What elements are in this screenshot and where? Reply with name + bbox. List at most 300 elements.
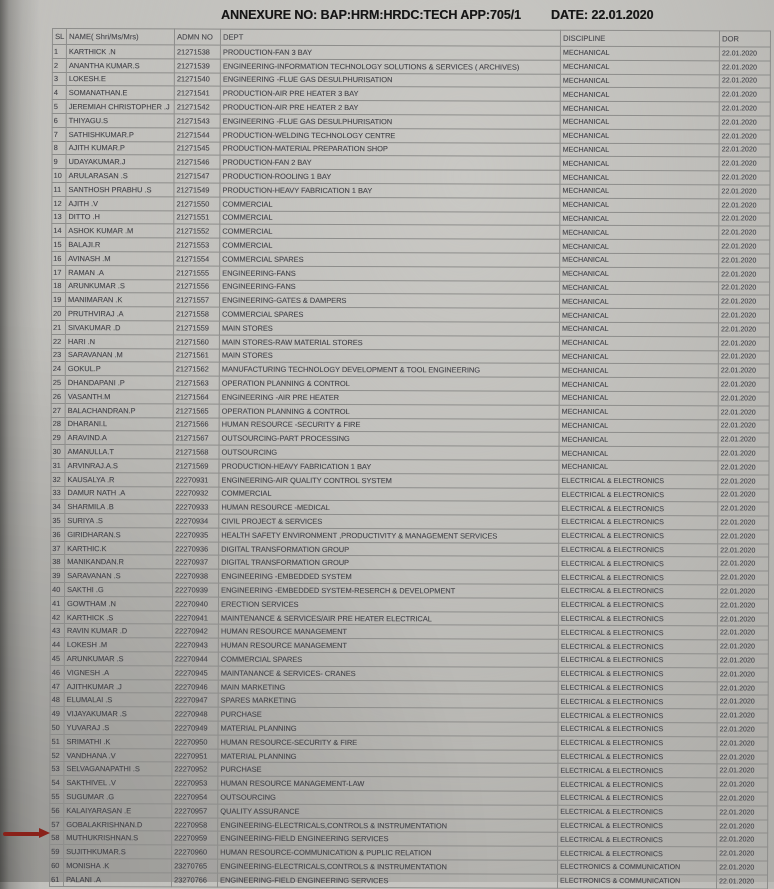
cell-sl: 52 bbox=[50, 748, 64, 762]
cell-sl: 28 bbox=[51, 417, 65, 431]
cell-name: MONISHA .K bbox=[64, 859, 172, 873]
cell-dept: ENGINEERING-FANS bbox=[220, 266, 560, 281]
cell-discipline: MECHANICAL bbox=[560, 239, 719, 253]
cell-discipline: MECHANICAL bbox=[560, 143, 719, 157]
cell-discipline: MECHANICAL bbox=[560, 101, 719, 115]
cell-dor: 22.01.2020 bbox=[717, 737, 768, 751]
cell-discipline: ELECTRICAL & ELECTRONICS bbox=[558, 626, 717, 640]
cell-admn-no: 22270942 bbox=[172, 624, 218, 638]
cell-dor: 22.01.2020 bbox=[717, 681, 768, 695]
cell-admn-no: 22270939 bbox=[173, 583, 219, 597]
cell-dor: 22.01.2020 bbox=[718, 461, 769, 475]
cell-dept: MAINTENANCE & SERVICES/AIR PRE HEATER ELECTRICAL bbox=[218, 611, 558, 626]
cell-name: SUJITHKUMAR.S bbox=[64, 845, 172, 859]
cell-discipline: ELECTRICAL & ELECTRONICS bbox=[558, 846, 717, 860]
cell-name: DHARANI.L bbox=[65, 417, 173, 431]
cell-name: DHANDAPANI .P bbox=[65, 376, 173, 390]
cell-dor: 22.01.2020 bbox=[717, 599, 768, 613]
cell-dor: 22.01.2020 bbox=[718, 406, 769, 420]
cell-admn-no: 22270938 bbox=[173, 569, 219, 583]
cell-discipline: MECHANICAL bbox=[559, 419, 718, 433]
cell-discipline: ELECTRICAL & ELECTRONICS bbox=[558, 612, 717, 626]
cell-discipline: ELECTRICAL & ELECTRONICS bbox=[558, 722, 717, 736]
cell-dept: QUALITY ASSURANCE bbox=[218, 804, 558, 819]
cell-dor: 22.01.2020 bbox=[717, 764, 768, 778]
employee-table-wrapper bbox=[49, 28, 771, 889]
cell-dor: 22.01.2020 bbox=[717, 792, 768, 806]
cell-dor: 22.01.2020 bbox=[718, 488, 769, 502]
cell-admn-no: 22270944 bbox=[172, 652, 218, 666]
cell-name: HARI .N bbox=[65, 334, 173, 348]
cell-admn-no: 22270952 bbox=[172, 762, 218, 776]
cell-dept: ERECTION SERVICES bbox=[218, 597, 558, 612]
cell-sl: 44 bbox=[50, 638, 64, 652]
cell-admn-no: 22270951 bbox=[172, 749, 218, 763]
cell-admn-no: 22270934 bbox=[173, 514, 219, 528]
cell-dept: ENGINEERING-ELECTRICALS,CONTROLS & INSTRUMENTATION bbox=[218, 818, 558, 833]
cell-admn-no: 22270935 bbox=[173, 528, 219, 542]
cell-admn-no: 21271540 bbox=[174, 73, 220, 87]
cell-sl: 58 bbox=[50, 831, 64, 845]
cell-discipline: ELECTRICAL & ELECTRONICS bbox=[559, 529, 718, 543]
cell-dept: MATERIAL PLANNING bbox=[218, 721, 558, 736]
cell-dor: 22.01.2020 bbox=[718, 530, 769, 544]
cell-name: UDAYAKUMAR.J bbox=[66, 155, 174, 169]
cell-sl: 49 bbox=[50, 707, 64, 721]
cell-name: SOMANATHAN.E bbox=[66, 86, 174, 100]
cell-dor: 22.01.2020 bbox=[718, 585, 769, 599]
cell-admn-no: 23270765 bbox=[172, 859, 218, 873]
cell-name: BALAJI.R bbox=[66, 238, 174, 252]
cell-discipline: ELECTRICAL & ELECTRONICS bbox=[559, 474, 718, 488]
cell-dept: COMMERCIAL bbox=[220, 238, 560, 253]
cell-dept: PRODUCTION-HEAVY FABRICATION 1 BAY bbox=[220, 183, 560, 198]
cell-name: AJITH .V bbox=[66, 196, 174, 210]
cell-dor: 22.01.2020 bbox=[719, 74, 770, 88]
cell-discipline: MECHANICAL bbox=[560, 212, 719, 226]
cell-admn-no: 21271556 bbox=[174, 279, 220, 293]
cell-admn-no: 22270959 bbox=[172, 831, 218, 845]
cell-name: PALANI .A bbox=[64, 872, 172, 886]
cell-dept: PURCHASE bbox=[218, 763, 558, 778]
cell-name: ARVINRAJ.A.S bbox=[65, 458, 173, 472]
cell-discipline: MECHANICAL bbox=[559, 391, 718, 405]
cell-dor: 22.01.2020 bbox=[718, 323, 769, 337]
cell-sl: 10 bbox=[52, 169, 66, 183]
cell-discipline: MECHANICAL bbox=[559, 364, 718, 378]
cell-admn-no: 22270932 bbox=[173, 486, 219, 500]
col-header-discipline: DISCIPLINE bbox=[560, 30, 719, 47]
cell-dept: HUMAN RESOURCE -MEDICAL bbox=[219, 500, 559, 515]
cell-name: SIVAKUMAR .D bbox=[65, 320, 173, 334]
cell-name: KARTHICK .N bbox=[66, 45, 174, 59]
cell-dept: OUTSOURCING-PART PROCESSING bbox=[219, 431, 559, 446]
cell-admn-no: 22270933 bbox=[173, 500, 219, 514]
cell-admn-no: 22270957 bbox=[172, 804, 218, 818]
cell-sl: 48 bbox=[50, 693, 64, 707]
cell-sl: 27 bbox=[51, 403, 65, 417]
cell-name: GOKUL.P bbox=[65, 362, 173, 376]
cell-dor: 22.01.2020 bbox=[717, 806, 768, 820]
cell-name: RAMAN .A bbox=[66, 265, 174, 279]
cell-dept: ENGINEERING-GATES & DAMPERS bbox=[220, 293, 560, 308]
cell-dor: 22.01.2020 bbox=[718, 350, 769, 364]
cell-admn-no: 22270948 bbox=[172, 707, 218, 721]
cell-discipline: MECHANICAL bbox=[560, 46, 719, 60]
cell-name: DITTO .H bbox=[66, 210, 174, 224]
cell-admn-no: 22270953 bbox=[172, 776, 218, 790]
cell-dor: 22.01.2020 bbox=[718, 364, 769, 378]
cell-discipline: ELECTRICAL & ELECTRONICS bbox=[558, 750, 717, 764]
cell-admn-no: 22270943 bbox=[172, 638, 218, 652]
cell-dept: MAINTANANCE & SERVICES- CRANES bbox=[218, 666, 558, 681]
cell-discipline: MECHANICAL bbox=[559, 350, 718, 364]
red-arrow-annotation bbox=[3, 828, 50, 839]
cell-admn-no: 22270949 bbox=[172, 721, 218, 735]
cell-discipline: ELECTRICAL & ELECTRONICS bbox=[559, 515, 718, 529]
cell-dept: DIGITAL TRANSFORMATION GROUP bbox=[219, 542, 559, 557]
cell-dept: COMMERCIAL bbox=[220, 224, 560, 239]
cell-discipline: ELECTRICAL & ELECTRONICS bbox=[558, 819, 717, 833]
cell-discipline: MECHANICAL bbox=[559, 446, 718, 460]
cell-dor: 22.01.2020 bbox=[717, 626, 768, 640]
cell-name: ARUNKUMAR .S bbox=[64, 652, 172, 666]
cell-discipline: ELECTRICAL & ELECTRONICS bbox=[559, 488, 718, 502]
cell-dept: ENGINEERING -FLUE GAS DESULPHURISATION bbox=[220, 73, 560, 88]
cell-discipline: MECHANICAL bbox=[560, 74, 719, 88]
cell-name: LOKESH.E bbox=[66, 72, 174, 86]
cell-discipline: MECHANICAL bbox=[559, 405, 718, 419]
cell-admn-no: 21271551 bbox=[174, 210, 220, 224]
cell-dor: 22.01.2020 bbox=[719, 281, 770, 295]
cell-admn-no: 22270946 bbox=[172, 680, 218, 694]
cell-dept: OUTSOURCING bbox=[219, 445, 559, 460]
cell-sl: 43 bbox=[50, 624, 64, 638]
cell-admn-no: 21271542 bbox=[174, 100, 220, 114]
cell-name: SARAVANAN .M bbox=[65, 348, 173, 362]
cell-discipline: ELECTRICAL & ELECTRONICS bbox=[558, 653, 717, 667]
cell-name: SATHISHKUMAR.P bbox=[66, 127, 174, 141]
cell-discipline: ELECTRICAL & ELECTRONICS bbox=[558, 791, 717, 805]
cell-dor: 22.01.2020 bbox=[717, 709, 768, 723]
cell-admn-no: 22270958 bbox=[172, 818, 218, 832]
cell-dor: 22.01.2020 bbox=[717, 668, 768, 682]
cell-sl: 50 bbox=[50, 721, 64, 735]
cell-dept: ENGINEERING-FIELD ENGINEERING SERVICES bbox=[218, 832, 558, 847]
cell-sl: 31 bbox=[51, 458, 65, 472]
cell-discipline: ELECTRICAL & ELECTRONICS bbox=[559, 543, 718, 557]
cell-dor: 22.01.2020 bbox=[718, 309, 769, 323]
cell-sl: 13 bbox=[52, 210, 66, 224]
cell-sl: 7 bbox=[52, 127, 66, 141]
red-arrow-head bbox=[39, 828, 50, 838]
cell-name: DAMUR NATH .A bbox=[65, 486, 173, 500]
cell-admn-no: 21271559 bbox=[173, 321, 219, 335]
cell-name: GOBALAKRISHNAN.D bbox=[64, 817, 172, 831]
cell-name: AVINASH .M bbox=[66, 252, 174, 266]
cell-dor: 22.01.2020 bbox=[718, 378, 769, 392]
cell-admn-no: 21271557 bbox=[174, 293, 220, 307]
cell-sl: 36 bbox=[51, 527, 65, 541]
cell-discipline: MECHANICAL bbox=[560, 198, 719, 212]
cell-name: SRIMATHI .K bbox=[64, 734, 172, 748]
cell-dor: 22.01.2020 bbox=[718, 419, 769, 433]
col-header-admn-no: ADMN NO bbox=[174, 29, 220, 45]
cell-dor: 22.01.2020 bbox=[718, 447, 769, 461]
cell-dept: HUMAN RESOURCE MANAGEMENT bbox=[218, 638, 558, 653]
cell-discipline: MECHANICAL bbox=[560, 281, 719, 295]
cell-sl: 16 bbox=[52, 251, 66, 265]
cell-sl: 34 bbox=[51, 500, 65, 514]
cell-discipline: MECHANICAL bbox=[560, 129, 719, 143]
cell-discipline: ELECTRICAL & ELECTRONICS bbox=[559, 502, 718, 516]
cell-name: SAKTHIVEL .V bbox=[64, 776, 172, 790]
cell-admn-no: 21271568 bbox=[173, 445, 219, 459]
cell-sl: 38 bbox=[51, 555, 65, 569]
cell-dor: 22.01.2020 bbox=[719, 199, 770, 213]
cell-dor: 22.01.2020 bbox=[719, 130, 770, 144]
cell-sl: 18 bbox=[52, 279, 66, 293]
cell-sl: 15 bbox=[52, 238, 66, 252]
cell-discipline: MECHANICAL bbox=[560, 253, 719, 267]
cell-admn-no: 21271555 bbox=[174, 266, 220, 280]
cell-dept: ENGINEERING-FIELD ENGINEERING SERVICES bbox=[218, 873, 558, 888]
cell-dor: 22.01.2020 bbox=[717, 695, 768, 709]
cell-admn-no: 23270766 bbox=[172, 873, 218, 887]
cell-discipline: ELECTRICAL & ELECTRONICS bbox=[558, 681, 717, 695]
cell-dor: 22.01.2020 bbox=[719, 116, 770, 130]
cell-dor: 22.01.2020 bbox=[717, 654, 768, 668]
cell-name: KARTHIC.K bbox=[65, 541, 173, 555]
cell-sl: 11 bbox=[52, 182, 66, 196]
cell-discipline: MECHANICAL bbox=[559, 460, 718, 474]
cell-dept: COMMERCIAL SPARES bbox=[218, 652, 558, 667]
cell-dept: ENGINEERING -AIR PRE HEATER bbox=[219, 390, 559, 405]
cell-dept: OPERATION PLANNING & CONTROL bbox=[219, 404, 559, 419]
cell-sl: 47 bbox=[50, 679, 64, 693]
cell-sl: 9 bbox=[52, 155, 66, 169]
cell-admn-no: 21271564 bbox=[173, 390, 219, 404]
cell-sl: 22 bbox=[51, 334, 65, 348]
cell-name: RAVIN KUMAR .D bbox=[64, 624, 172, 638]
cell-name: PRUTHVIRAJ .A bbox=[65, 307, 173, 321]
table-body bbox=[50, 45, 771, 889]
cell-dor: 22.01.2020 bbox=[718, 433, 769, 447]
cell-name: VIJAYAKUMAR .S bbox=[64, 707, 172, 721]
cell-sl: 29 bbox=[51, 431, 65, 445]
cell-dept: HUMAN RESOURCE MANAGEMENT-LAW bbox=[218, 776, 558, 791]
cell-dept: OPERATION PLANNING & CONTROL bbox=[219, 376, 559, 391]
cell-discipline: ELECTRICAL & ELECTRONICS bbox=[559, 557, 718, 571]
cell-dept: COMMERCIAL bbox=[219, 487, 559, 502]
cell-dor: 22.01.2020 bbox=[719, 185, 770, 199]
cell-admn-no: 21271554 bbox=[174, 252, 220, 266]
cell-name: KAUSALYA .R bbox=[65, 472, 173, 486]
employee-table bbox=[49, 28, 771, 889]
cell-name: GIRIDHARAN.S bbox=[65, 527, 173, 541]
cell-dept: ENGINEERING -FLUE GAS DESULPHURISATION bbox=[220, 114, 560, 129]
cell-discipline: MECHANICAL bbox=[559, 322, 718, 336]
cell-admn-no: 21271538 bbox=[174, 45, 220, 59]
cell-name: SUGUMAR .G bbox=[64, 790, 172, 804]
cell-sl: 25 bbox=[51, 376, 65, 390]
cell-sl: 17 bbox=[52, 265, 66, 279]
cell-dor: 22.01.2020 bbox=[719, 47, 770, 61]
cell-discipline: ELECTRICAL & ELECTRONICS bbox=[558, 805, 717, 819]
cell-discipline: MECHANICAL bbox=[560, 88, 719, 102]
cell-sl: 21 bbox=[51, 320, 65, 334]
cell-name: SURIYA .S bbox=[65, 514, 173, 528]
cell-name: AMANULLA.T bbox=[65, 445, 173, 459]
cell-dept: PURCHASE bbox=[218, 707, 558, 722]
cell-admn-no: 21271544 bbox=[174, 128, 220, 142]
cell-discipline: ELECTRICAL & ELECTRONICS bbox=[558, 640, 717, 654]
cell-dor: 22.01.2020 bbox=[719, 157, 770, 171]
cell-dor: 22.01.2020 bbox=[719, 268, 770, 282]
cell-dept: ENGINEERING -EMBEDDED SYSTEM bbox=[219, 569, 559, 584]
cell-name: GOWTHAM .N bbox=[64, 596, 172, 610]
cell-discipline: ELECTRICAL & ELECTRONICS bbox=[558, 709, 717, 723]
cell-admn-no: 22270931 bbox=[173, 473, 219, 487]
cell-name: BALACHANDRAN.P bbox=[65, 403, 173, 417]
cell-admn-no: 21271563 bbox=[173, 376, 219, 390]
cell-dept: ENGINEERING-ELECTRICALS,CONTROLS & INSTRUMENTATION bbox=[218, 859, 558, 874]
cell-discipline: MECHANICAL bbox=[559, 308, 718, 322]
cell-dept: PRODUCTION-WELDING TECHNOLOGY CENTRE bbox=[220, 128, 560, 143]
cell-dept: ENGINEERING -EMBEDDED SYSTEM-RESERCH & DEVELOPMENT bbox=[219, 583, 559, 598]
cell-name: SANTHOSH PRABHU .S bbox=[66, 183, 174, 197]
cell-name: ARUNKUMAR .S bbox=[66, 279, 174, 293]
cell-sl: 60 bbox=[50, 859, 64, 873]
cell-name: SARAVANAN .S bbox=[65, 569, 173, 583]
cell-discipline: ELECTRICAL & ELECTRONICS bbox=[559, 571, 718, 585]
cell-sl: 14 bbox=[52, 224, 66, 238]
cell-admn-no: 22270937 bbox=[173, 555, 219, 569]
cell-dept: DIGITAL TRANSFORMATION GROUP bbox=[219, 556, 559, 571]
cell-dept: COMMERCIAL bbox=[220, 211, 560, 226]
cell-admn-no: 21271567 bbox=[173, 431, 219, 445]
cell-admn-no: 21271550 bbox=[174, 197, 220, 211]
cell-admn-no: 22270936 bbox=[173, 542, 219, 556]
cell-sl: 32 bbox=[51, 472, 65, 486]
cell-sl: 40 bbox=[51, 583, 65, 597]
cell-dor: 22.01.2020 bbox=[718, 392, 769, 406]
cell-sl: 45 bbox=[50, 652, 64, 666]
cell-admn-no: 21271545 bbox=[174, 142, 220, 156]
cell-name: ARAVIND.A bbox=[65, 431, 173, 445]
cell-admn-no: 21271561 bbox=[173, 348, 219, 362]
cell-sl: 53 bbox=[50, 762, 64, 776]
cell-name: JEREMIAH CHRISTOPHER .J bbox=[66, 100, 174, 114]
cell-dept: MAIN STORES-RAW MATERIAL STORES bbox=[219, 335, 559, 350]
cell-dept: PRODUCTION-HEAVY FABRICATION 1 BAY bbox=[219, 459, 559, 474]
cell-admn-no: 22270960 bbox=[172, 845, 218, 859]
cell-dor: 22.01.2020 bbox=[719, 61, 770, 75]
cell-admn-no: 21271553 bbox=[174, 238, 220, 252]
table-row bbox=[50, 872, 768, 888]
cell-dept: PRODUCTION-ROOLING 1 BAY bbox=[220, 169, 560, 184]
cell-sl: 30 bbox=[51, 445, 65, 459]
cell-dor: 22.01.2020 bbox=[717, 723, 768, 737]
cell-discipline: ELECTRICAL & ELECTRONICS bbox=[558, 598, 717, 612]
cell-dept: MAIN STORES bbox=[219, 321, 559, 336]
cell-discipline: ELECTRICAL & ELECTRONICS bbox=[558, 764, 717, 778]
cell-dor: 22.01.2020 bbox=[717, 847, 768, 861]
cell-discipline: MECHANICAL bbox=[560, 157, 719, 171]
cell-dor: 22.01.2020 bbox=[718, 571, 769, 585]
cell-discipline: MECHANICAL bbox=[560, 115, 719, 129]
cell-dept: PRODUCTION-FAN 2 BAY bbox=[220, 155, 560, 170]
cell-dept: PRODUCTION-AIR PRE HEATER 2 BAY bbox=[220, 100, 560, 115]
cell-discipline: ELECTRICAL & ELECTRONICS bbox=[558, 667, 717, 681]
cell-sl: 42 bbox=[50, 610, 64, 624]
cell-name: ASHOK KUMAR .M bbox=[66, 224, 174, 238]
cell-dor: 22.01.2020 bbox=[718, 516, 769, 530]
cell-admn-no: 22270950 bbox=[172, 735, 218, 749]
cell-sl: 12 bbox=[52, 196, 66, 210]
cell-name: SHARMILA .B bbox=[65, 500, 173, 514]
cell-sl: 1 bbox=[52, 45, 66, 59]
cell-dor: 22.01.2020 bbox=[717, 612, 768, 626]
cell-discipline: MECHANICAL bbox=[559, 377, 718, 391]
cell-sl: 4 bbox=[52, 86, 66, 100]
cell-admn-no: 21271549 bbox=[174, 183, 220, 197]
cell-discipline: ELECTRICAL & ELECTRONICS bbox=[558, 695, 717, 709]
cell-dor: 22.01.2020 bbox=[719, 240, 770, 254]
cell-discipline: ELECTRICAL & ELECTRONICS bbox=[558, 778, 717, 792]
cell-dept: PRODUCTION-MATERIAL PREPARATION SHOP bbox=[220, 142, 560, 157]
cell-dept: ENGINEERING-INFORMATION TECHNOLOGY SOLUTIONS & SERVICES ( ARCHIVES) bbox=[220, 59, 560, 74]
cell-dor: 22.01.2020 bbox=[717, 750, 768, 764]
cell-dor: 22.01.2020 bbox=[717, 861, 768, 875]
cell-admn-no: 21271569 bbox=[173, 459, 219, 473]
cell-discipline: ELECTRONICS & COMMUNICATION bbox=[558, 860, 717, 874]
cell-discipline: MECHANICAL bbox=[560, 170, 719, 184]
cell-dor: 22.01.2020 bbox=[718, 475, 769, 489]
page-title bbox=[221, 8, 653, 22]
cell-dor: 22.01.2020 bbox=[717, 778, 768, 792]
cell-sl: 59 bbox=[50, 845, 64, 859]
cell-admn-no: 21271565 bbox=[173, 404, 219, 418]
cell-name: ANANTHA KUMAR.S bbox=[66, 58, 174, 72]
col-header-dor: DOR bbox=[719, 31, 770, 47]
cell-name: ELUMALAI .S bbox=[64, 693, 172, 707]
cell-dept: MANUFACTURING TECHNOLOGY DEVELOPMENT & TOOL ENGINEERING bbox=[219, 362, 559, 377]
cell-sl: 37 bbox=[51, 541, 65, 555]
cell-dor: 22.01.2020 bbox=[717, 819, 768, 833]
cell-admn-no: 21271539 bbox=[174, 59, 220, 73]
cell-dept: PRODUCTION-FAN 3 BAY bbox=[220, 45, 560, 60]
cell-sl: 2 bbox=[52, 58, 66, 72]
cell-name: SAKTHI .G bbox=[65, 583, 173, 597]
cell-name: MANIKANDAN.R bbox=[65, 555, 173, 569]
cell-sl: 35 bbox=[51, 514, 65, 528]
cell-dept: MATERIAL PLANNING bbox=[218, 749, 558, 764]
cell-sl: 33 bbox=[51, 486, 65, 500]
cell-dor: 22.01.2020 bbox=[717, 833, 768, 847]
annexure-number-text: ANNEXURE NO: BAP:HRM:HRDC:TECH APP:705/1 bbox=[221, 8, 521, 22]
cell-dept: HUMAN RESOURCE -SECURITY & FIRE bbox=[219, 418, 559, 433]
cell-dor: 22.01.2020 bbox=[718, 502, 769, 516]
col-header-dept: DEPT bbox=[220, 29, 560, 46]
red-arrow-shaft bbox=[3, 832, 40, 836]
cell-sl: 23 bbox=[51, 348, 65, 362]
cell-dor: 22.01.2020 bbox=[719, 171, 770, 185]
cell-name: YUVARAJ .S bbox=[64, 721, 172, 735]
cell-admn-no: 22270941 bbox=[172, 611, 218, 625]
cell-admn-no: 22270954 bbox=[172, 790, 218, 804]
cell-dor: 22.01.2020 bbox=[717, 640, 768, 654]
